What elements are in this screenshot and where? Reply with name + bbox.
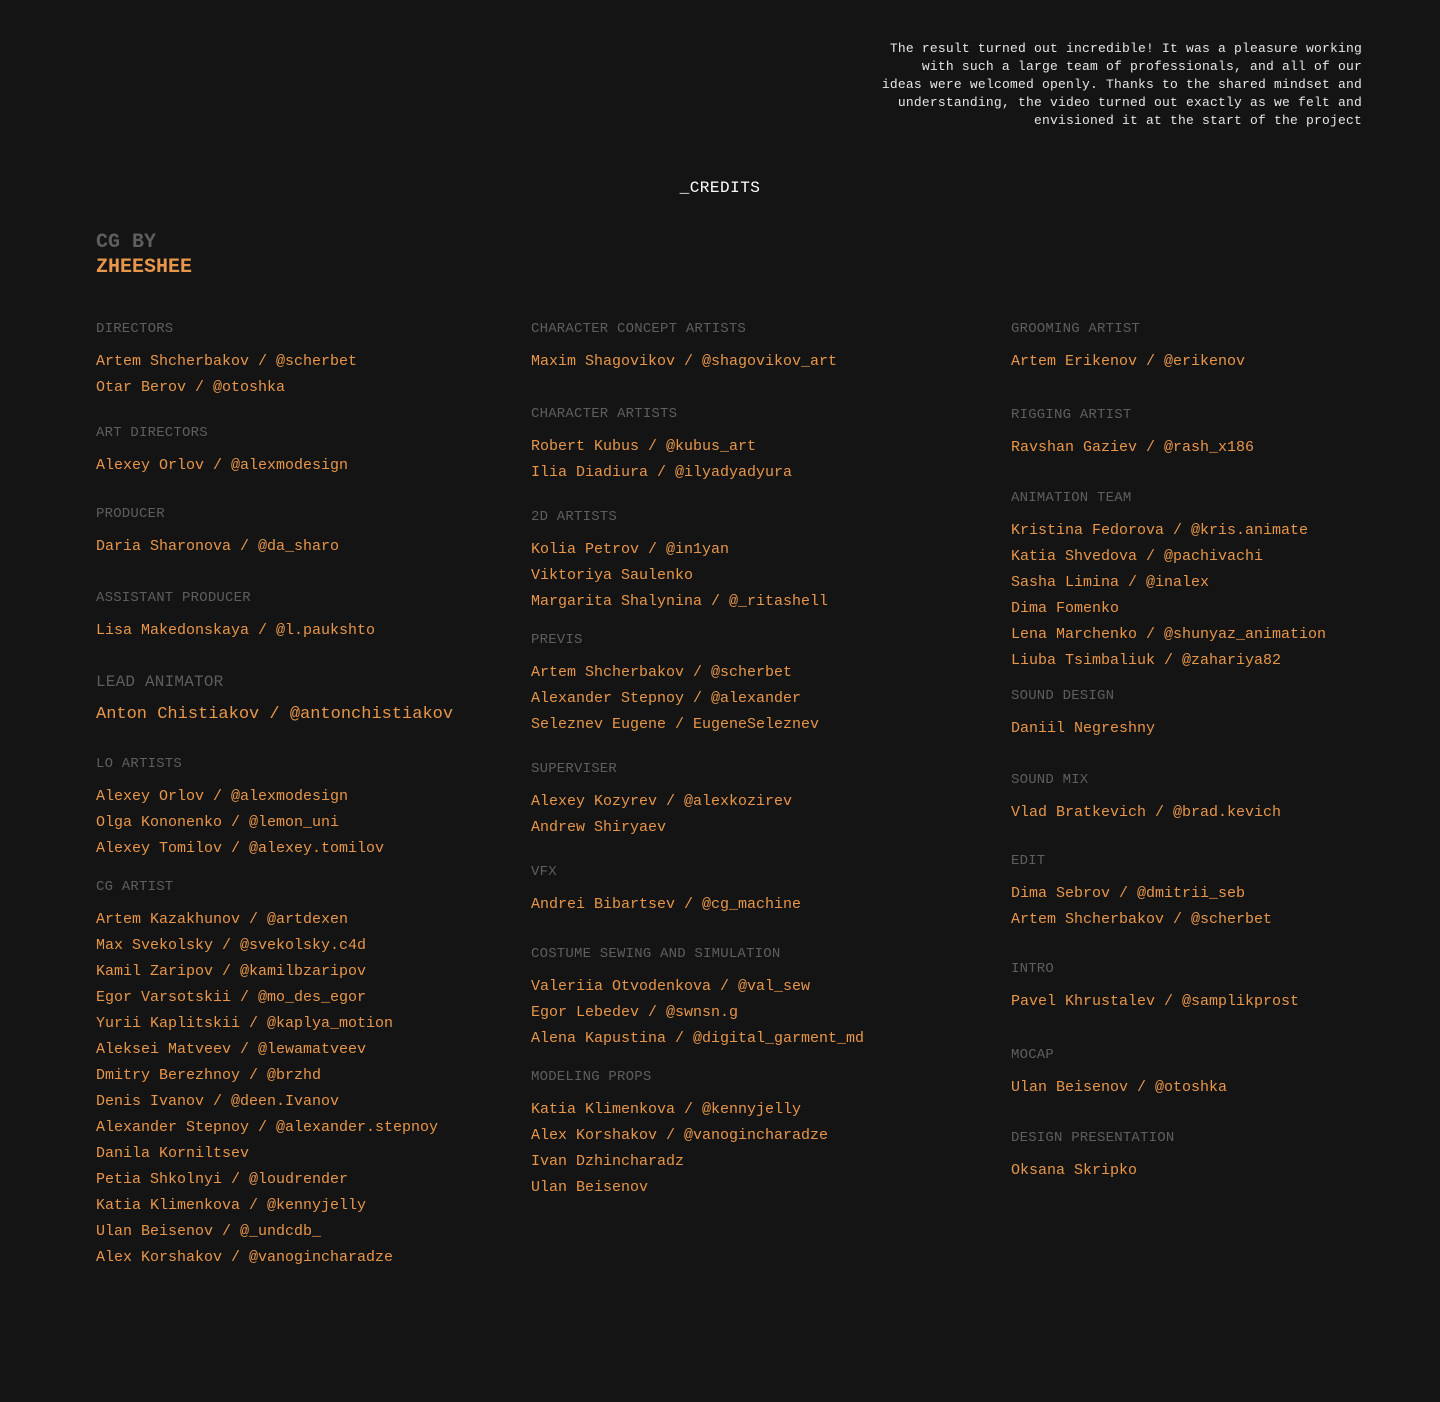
credit-member: Artem Kazakhunov / @artdexen <box>96 911 349 928</box>
credit-member: Denis Ivanov / @deen.Ivanov <box>96 1093 340 1110</box>
credit-member: Artem Shcherbakov / @scherbet <box>96 353 358 370</box>
credit-member: Liuba Tsimbaliuk / @zahariya82 <box>1011 652 1282 669</box>
credit-member: Dima Fomenko <box>1011 600 1120 617</box>
credit-member: Egor Lebedev / @swnsn.g <box>531 1004 739 1021</box>
credit-section-lead-animator <box>96 673 453 728</box>
credit-section-character-artists <box>531 405 792 486</box>
credit-section-edit <box>1011 852 1272 933</box>
section-title: INTRO <box>1011 961 1055 977</box>
credit-member: Vlad Bratkevich / @brad.kevich <box>1011 804 1282 821</box>
credit-section-rigging-artist <box>1011 406 1254 461</box>
credit-member: Kamil Zaripov / @kamilbzaripov <box>96 963 367 980</box>
credit-member: Alexander Stepnoy / @alexander.stepnoy <box>96 1119 439 1136</box>
credit-member: Petia Shkolnyi / @loudrender <box>96 1171 349 1188</box>
credit-member: Ivan Dzhincharadz <box>531 1153 685 1170</box>
credit-member: Aleksei Matveev / @lewamatveev <box>96 1041 367 1058</box>
credit-member: Alex Korshakov / @vanogincharadze <box>531 1127 829 1144</box>
credit-member: Alexey Kozyrev / @alexkozirev <box>531 793 793 810</box>
credit-member: Daria Sharonova / @da_sharo <box>96 538 340 555</box>
credit-member: Andrei Bibartsev / @cg_machine <box>531 896 802 913</box>
credit-member: Kolia Petrov / @in1yan <box>531 541 730 558</box>
credit-member: Seleznev Eugene / EugeneSeleznev <box>531 716 820 733</box>
credit-section-vfx <box>531 863 801 918</box>
section-title: MOCAP <box>1011 1047 1055 1063</box>
credit-section-previs <box>531 631 819 738</box>
section-title: MODELING PROPS <box>531 1069 652 1085</box>
credit-member: Robert Kubus / @kubus_art <box>531 438 757 455</box>
credit-section-modeling-props <box>531 1068 828 1201</box>
credit-section-character-concept-artists <box>531 320 837 375</box>
credit-member: Valeriia Otvodenkova / @val_sew <box>531 978 811 995</box>
section-title: ART DIRECTORS <box>96 425 208 441</box>
credit-member: Egor Varsotskii / @mo_des_egor <box>96 989 367 1006</box>
credit-section-mocap <box>1011 1046 1227 1101</box>
studio-name: ZHEESHEE <box>96 256 193 279</box>
credit-member: Viktoriya Saulenko <box>531 567 694 584</box>
credit-section-producer <box>96 505 339 560</box>
credit-member: Katia Shvedova / @pachivachi <box>1011 548 1264 565</box>
credit-member: Kristina Fedorova / @kris.animate <box>1011 522 1309 539</box>
credit-member: Olga Kononenko / @lemon_uni <box>96 814 340 831</box>
credit-member: Pavel Khrustalev / @samplikprost <box>1011 993 1300 1010</box>
credit-member: Ulan Beisenov / @_undcdb_ <box>96 1223 322 1240</box>
section-title: SOUND MIX <box>1011 772 1089 788</box>
credit-member: Katia Klimenkova / @kennyjelly <box>96 1197 367 1214</box>
credit-member: Alexander Stepnoy / @alexander <box>531 690 802 707</box>
credit-section-animation-team <box>1011 489 1326 674</box>
credit-member: Ravshan Gaziev / @rash_x186 <box>1011 439 1255 456</box>
section-title: EDIT <box>1011 853 1046 869</box>
credit-member: Katia Klimenkova / @kennyjelly <box>531 1101 802 1118</box>
section-title: SOUND DESIGN <box>1011 688 1115 704</box>
credit-member: Margarita Shalynina / @_ritashell <box>531 593 829 610</box>
section-title: LEAD ANIMATOR <box>96 673 224 691</box>
section-title: 2D ARTISTS <box>531 509 618 525</box>
credit-member: Artem Shcherbakov / @scherbet <box>531 664 793 681</box>
credit-member: Maxim Shagovikov / @shagovikov_art <box>531 353 838 370</box>
section-title: CHARACTER ARTISTS <box>531 406 678 422</box>
credit-member: Daniil Negreshny <box>1011 720 1156 737</box>
credit-member: Ulan Beisenov <box>531 1179 649 1196</box>
cg-by-label: CG BY <box>96 231 157 254</box>
testimonial-quote: The result turned out incredible! It was a pleasure working with such a large team of professionals, and all of our ideas were welcomed openly. Thanks to the shared mindset and understanding, the video turned out exactly as we felt and envisioned it at the start of the project <box>881 41 1362 128</box>
credit-member: Lisa Makedonskaya / @l.paukshto <box>96 622 376 639</box>
credit-section-sound-mix <box>1011 771 1281 826</box>
cg-by-block <box>96 230 192 280</box>
credit-member: Oksana Skripko <box>1011 1162 1138 1179</box>
credit-section-sound-design <box>1011 687 1155 742</box>
credit-member: Alexey Orlov / @alexmodesign <box>96 788 349 805</box>
section-title: CG ARTIST <box>96 879 174 895</box>
credit-member: Alexey Orlov / @alexmodesign <box>96 457 349 474</box>
credit-section-2d-artists <box>531 508 828 615</box>
credit-member: Dima Sebrov / @dmitrii_seb <box>1011 885 1246 902</box>
credit-member: Alexey Tomilov / @alexey.tomilov <box>96 840 385 857</box>
section-title: PRODUCER <box>96 506 165 522</box>
credit-section-intro <box>1011 960 1299 1015</box>
credit-member: Danila Korniltsev <box>96 1145 250 1162</box>
credit-member: Andrew Shiryaev <box>531 819 667 836</box>
section-title: GROOMING ARTIST <box>1011 321 1141 337</box>
credit-section-design-presentation <box>1011 1129 1174 1184</box>
section-title: DESIGN PRESENTATION <box>1011 1130 1175 1146</box>
credit-member: Ulan Beisenov / @otoshka <box>1011 1079 1228 1096</box>
section-title: PREVIS <box>531 632 583 648</box>
section-title: SUPERVISER <box>531 761 618 777</box>
credits-heading: _CREDITS <box>679 179 761 197</box>
credit-section-cg-artist <box>96 878 438 1271</box>
credit-section-superviser <box>531 760 792 841</box>
credit-section-directors <box>96 320 357 401</box>
credit-member: Ilia Diadiura / @ilyadyadyura <box>531 464 793 481</box>
section-title: COSTUME SEWING AND SIMULATION <box>531 946 781 962</box>
credit-member: Artem Shcherbakov / @scherbet <box>1011 911 1273 928</box>
credit-section-art-directors <box>96 424 348 479</box>
credit-section-lo-artists <box>96 755 384 862</box>
credit-member: Lena Marchenko / @shunyaz_animation <box>1011 626 1327 643</box>
section-title: ANIMATION TEAM <box>1011 490 1132 506</box>
section-title: DIRECTORS <box>96 321 174 337</box>
section-title: RIGGING ARTIST <box>1011 407 1132 423</box>
section-title: ASSISTANT PRODUCER <box>96 590 251 606</box>
credit-section-assistant-producer <box>96 589 375 644</box>
credit-section-costume-sewing <box>531 945 864 1052</box>
section-title: LO ARTISTS <box>96 756 183 772</box>
credit-member: Dmitry Berezhnoy / @brzhd <box>96 1067 322 1084</box>
section-title: VFX <box>531 864 557 880</box>
credit-member: Otar Berov / @otoshka <box>96 379 286 396</box>
credit-member: Sasha Limina / @inalex <box>1011 574 1210 591</box>
credit-member: Yurii Kaplitskii / @kaplya_motion <box>96 1015 394 1032</box>
credit-section-grooming-artist <box>1011 320 1245 375</box>
credit-member: Anton Chistiakov / @antonchistiakov <box>96 705 454 724</box>
section-title: CHARACTER CONCEPT ARTISTS <box>531 321 747 337</box>
credit-member: Artem Erikenov / @erikenov <box>1011 353 1246 370</box>
credit-member: Alena Kapustina / @digital_garment_md <box>531 1030 865 1047</box>
credit-member: Max Svekolsky / @svekolsky.c4d <box>96 937 367 954</box>
credit-member: Alex Korshakov / @vanogincharadze <box>96 1249 394 1266</box>
